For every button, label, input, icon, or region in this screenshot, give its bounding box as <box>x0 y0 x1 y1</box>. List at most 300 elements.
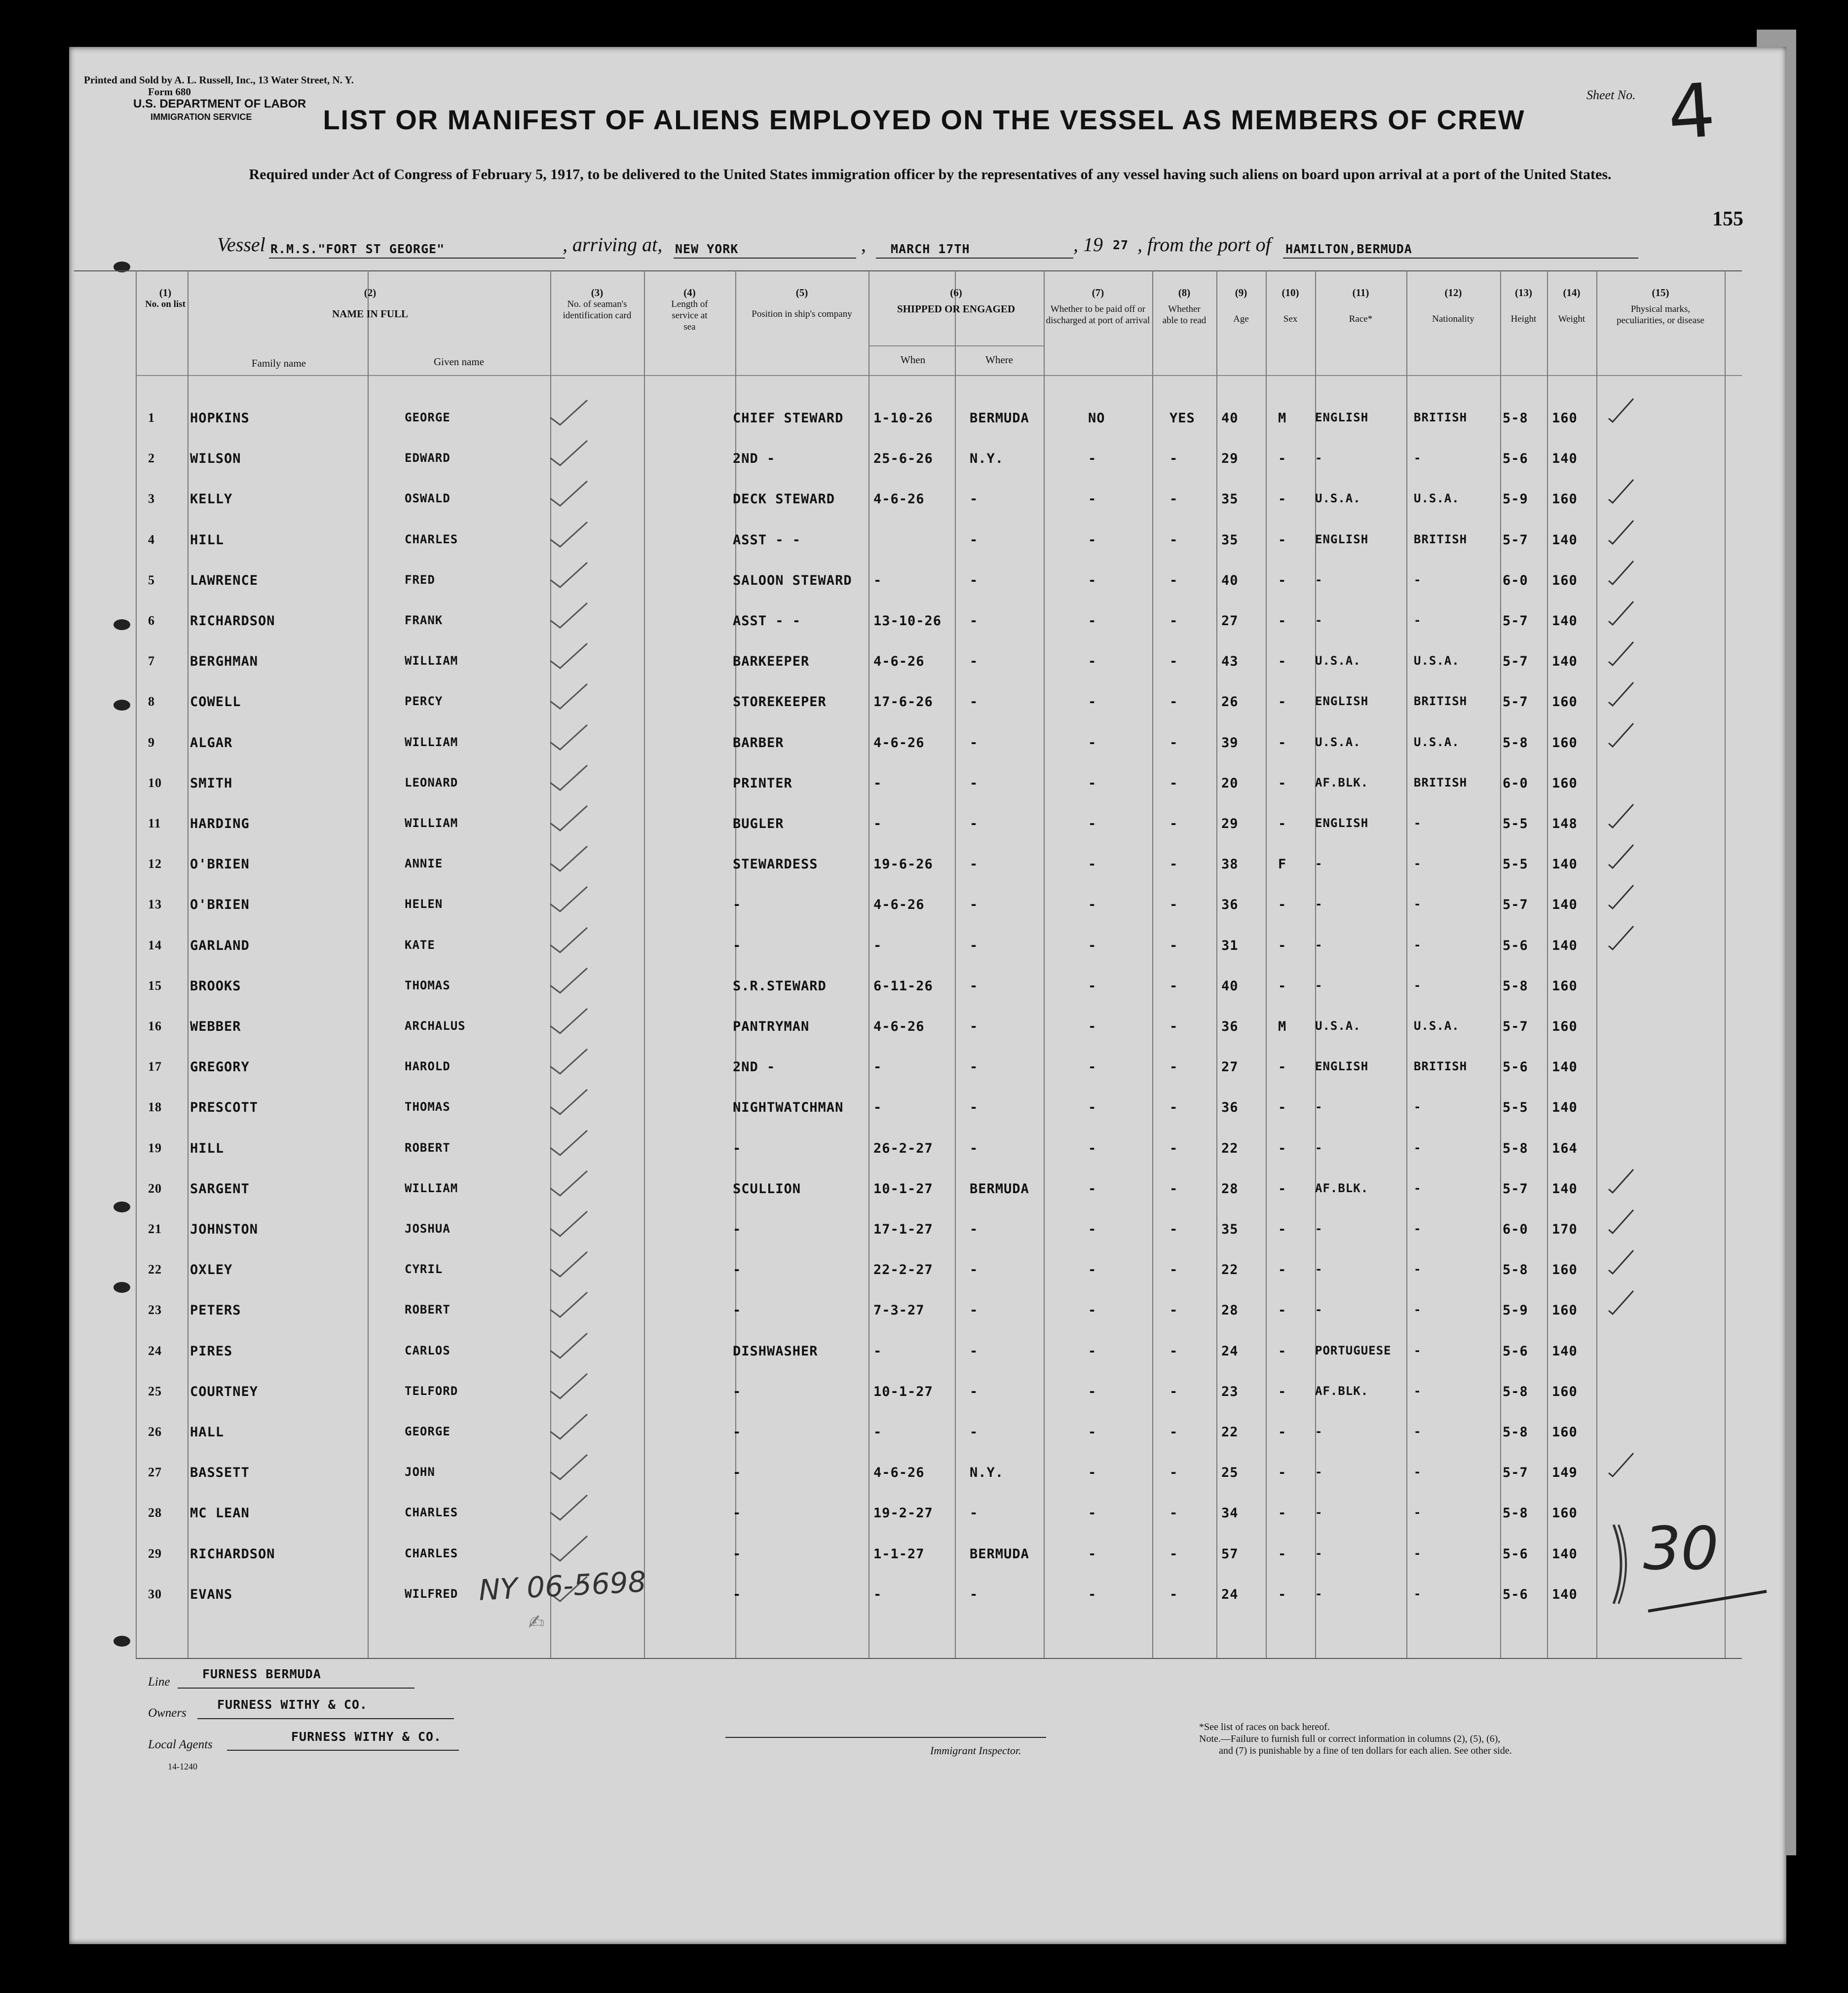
weight-cell: 160 <box>1552 978 1578 994</box>
paid-off-cell: - <box>1088 1181 1097 1197</box>
form-number: Form 680 <box>148 86 191 98</box>
given-name-cell: THOMAS <box>405 1100 451 1114</box>
sex-cell: - <box>1278 735 1287 751</box>
age-cell: 35 <box>1221 491 1239 507</box>
position-cell: - <box>733 1384 742 1399</box>
weight-cell: 170 <box>1552 1222 1578 1237</box>
height-cell: 5-8 <box>1503 1505 1528 1521</box>
shipped-where-cell: - <box>970 1262 979 1278</box>
shipped-where-cell: - <box>970 1344 979 1359</box>
sex-cell: - <box>1278 1222 1287 1237</box>
position-cell: BARBER <box>733 735 784 751</box>
column-rule <box>368 270 369 1658</box>
age-cell: 27 <box>1221 613 1239 629</box>
checkmark-icon <box>548 1452 592 1482</box>
weight-cell: 160 <box>1552 1425 1578 1440</box>
tick-mark-icon <box>1604 883 1648 912</box>
able-to-read-cell: YES <box>1169 411 1195 426</box>
row-number-cell: 29 <box>148 1546 162 1561</box>
given-name-cell: CARLOS <box>405 1344 451 1357</box>
shipped-when-cell: 4-6-26 <box>873 491 925 507</box>
shipped-when-cell: 1-1-27 <box>873 1546 925 1562</box>
from-label: , from the port of <box>1137 233 1271 256</box>
given-name-cell: CYRIL <box>405 1262 443 1276</box>
race-cell: - <box>1315 897 1323 911</box>
shipped-when-cell: - <box>873 776 882 791</box>
col2-header: (2) NAME IN FULL <box>332 287 408 320</box>
given-name-cell: THOMAS <box>405 978 451 992</box>
col10-header: (10) Sex <box>1282 287 1299 324</box>
col3-header: (3) No. of seaman's identification card <box>563 287 632 321</box>
tick-mark-icon <box>1604 1288 1648 1318</box>
position-cell: S.R.STEWARD <box>733 978 827 994</box>
shipped-when-cell: - <box>873 573 882 588</box>
paid-off-cell: - <box>1088 491 1097 507</box>
race-cell: - <box>1315 1303 1323 1316</box>
column-rule <box>136 270 137 1658</box>
age-cell: 40 <box>1221 978 1239 994</box>
checkmark-icon <box>548 560 592 590</box>
nationality-cell: U.S.A. <box>1414 1019 1460 1033</box>
nationality-cell: - <box>1414 1465 1422 1479</box>
column-rule <box>1596 270 1597 1658</box>
nationality-cell: - <box>1414 938 1422 952</box>
able-to-read-cell: - <box>1169 613 1178 629</box>
weight-cell: 160 <box>1552 1505 1578 1521</box>
checkmark-icon <box>548 1209 592 1239</box>
age-cell: 35 <box>1221 532 1239 548</box>
sheet-number: 4 <box>1665 67 1718 157</box>
sex-cell: - <box>1278 1587 1287 1602</box>
shipped-when-cell: - <box>873 1587 882 1602</box>
height-cell: 5-6 <box>1503 1059 1528 1075</box>
position-cell: ASST - - <box>733 532 801 548</box>
weight-cell: 148 <box>1552 816 1578 831</box>
position-cell: - <box>733 1262 742 1278</box>
given-name-cell: WILLIAM <box>405 654 458 668</box>
given-name-cell: CHARLES <box>405 1546 458 1560</box>
checkmark-icon <box>548 1290 592 1319</box>
tick-mark-icon <box>1604 842 1648 872</box>
position-cell: STEWARDESS <box>733 857 818 872</box>
shipped-where-cell: - <box>970 1505 979 1521</box>
family-name-header: Family name <box>251 357 306 369</box>
tick-mark-icon <box>1604 680 1648 710</box>
height-cell: 6-0 <box>1503 1222 1528 1237</box>
date-underline <box>876 258 1073 259</box>
checkmark-icon <box>548 398 592 427</box>
shipped-where-cell: - <box>970 1222 979 1237</box>
shipped-when-cell: - <box>873 1425 882 1440</box>
able-to-read-cell: - <box>1169 1384 1178 1399</box>
shipped-where-cell: - <box>970 1425 979 1440</box>
footnote-fine: and (7) is punishable by a fine of ten dollars for each alien. See other side. <box>1219 1745 1512 1756</box>
shipped-where-cell: - <box>970 1019 979 1034</box>
sex-cell: - <box>1278 491 1287 507</box>
age-cell: 29 <box>1221 816 1239 831</box>
shipped-where-cell: - <box>970 857 979 872</box>
position-cell: BUGLER <box>733 816 784 831</box>
family-name-cell: PETERS <box>190 1303 241 1318</box>
family-name-cell: ALGAR <box>190 735 233 751</box>
paid-off-cell: - <box>1088 938 1097 953</box>
row-number-cell: 9 <box>148 735 155 750</box>
race-cell: - <box>1315 1222 1323 1236</box>
nationality-cell: - <box>1414 1222 1422 1236</box>
height-cell: 5-6 <box>1503 938 1528 953</box>
nationality-cell: - <box>1414 1546 1422 1560</box>
nationality-cell: BRITISH <box>1414 1059 1468 1073</box>
checkmark-icon <box>548 1371 592 1401</box>
weight-cell: 140 <box>1552 1344 1578 1359</box>
position-cell: - <box>733 1465 742 1480</box>
family-name-cell: WEBBER <box>190 1019 241 1034</box>
paid-off-cell: - <box>1088 613 1097 629</box>
height-cell: 5-7 <box>1503 654 1528 669</box>
able-to-read-cell: - <box>1169 532 1178 548</box>
able-to-read-cell: - <box>1169 1303 1178 1318</box>
given-name-cell: CHARLES <box>405 532 458 546</box>
age-cell: 22 <box>1221 1262 1239 1278</box>
able-to-read-cell: - <box>1169 735 1178 751</box>
column-rule <box>1315 270 1316 1658</box>
able-to-read-cell: - <box>1169 451 1178 466</box>
row-number-cell: 14 <box>148 938 162 952</box>
sex-cell: - <box>1278 1141 1287 1156</box>
footnote-warning: Note.—Failure to furnish full or correct information in columns (2), (5), (6), <box>1199 1733 1501 1744</box>
race-cell: ENGLISH <box>1315 532 1369 546</box>
row-number-cell: 1 <box>148 411 155 425</box>
shipped-where-cell: BERMUDA <box>970 411 1029 426</box>
paid-off-cell: - <box>1088 857 1097 872</box>
subtitle: Required under Act of Congress of February 5, 1917, to be delivered to the United States immigration officer by the representatives of any vessel having such aliens on board upon arrival at a port of the United States. <box>249 166 1612 183</box>
checkmark-icon <box>548 1047 592 1076</box>
nationality-cell: - <box>1414 1425 1422 1438</box>
able-to-read-cell: - <box>1169 1262 1178 1278</box>
race-cell: - <box>1315 1465 1323 1479</box>
weight-cell: 160 <box>1552 735 1578 751</box>
tick-mark-icon <box>1604 518 1648 548</box>
position-cell: - <box>733 897 742 912</box>
weight-cell: 140 <box>1552 1587 1578 1602</box>
tick-mark-icon <box>1604 639 1648 669</box>
height-cell: 5-6 <box>1503 1546 1528 1562</box>
race-cell: ENGLISH <box>1315 694 1369 708</box>
owners-value: FURNESS WITHY & CO. <box>217 1697 368 1712</box>
nationality-cell: - <box>1414 978 1422 992</box>
race-cell: - <box>1315 613 1323 627</box>
col13-header: (13) Height <box>1510 287 1537 324</box>
age-cell: 22 <box>1221 1141 1239 1156</box>
family-name-cell: PIRES <box>190 1344 233 1359</box>
shipped-when-cell: 26-2-27 <box>873 1141 933 1156</box>
page-title: LIST OR MANIFEST OF ALIENS EMPLOYED ON THE VESSEL AS MEMBERS OF CREW <box>323 104 1525 135</box>
age-cell: 57 <box>1221 1546 1239 1562</box>
nationality-cell: - <box>1414 573 1422 587</box>
height-cell: 5-7 <box>1503 1465 1528 1480</box>
weight-cell: 160 <box>1552 411 1578 426</box>
given-name-cell: CHARLES <box>405 1505 458 1519</box>
shipped-when-cell: 13-10-26 <box>873 613 942 629</box>
col6-header: (6) SHIPPED OR ENGAGED <box>897 287 1016 315</box>
given-name-cell: ANNIE <box>405 857 443 870</box>
sex-cell: M <box>1278 1019 1287 1034</box>
sex-cell: - <box>1278 978 1287 994</box>
year-label: , 19 <box>1073 233 1103 256</box>
sex-cell: - <box>1278 938 1287 953</box>
family-name-cell: RICHARDSON <box>190 1546 275 1562</box>
sex-cell: - <box>1278 654 1287 669</box>
checkmark-icon <box>548 1168 592 1198</box>
column-rule <box>955 270 956 1658</box>
shipped-where-cell: - <box>970 776 979 791</box>
row-number-cell: 13 <box>148 897 162 911</box>
height-cell: 5-8 <box>1503 978 1528 994</box>
line-value: FURNESS BERMUDA <box>202 1667 321 1681</box>
line-underline <box>178 1688 415 1689</box>
col12-header: (12) Nationality <box>1432 287 1474 324</box>
shipped-where-cell: N.Y. <box>970 451 1004 466</box>
given-name-cell: JOHN <box>405 1465 435 1479</box>
race-cell: AF.BLK. <box>1315 1384 1369 1398</box>
age-cell: 31 <box>1221 938 1239 953</box>
position-cell: - <box>733 1425 742 1440</box>
position-cell: - <box>733 1222 742 1237</box>
age-cell: 34 <box>1221 1505 1239 1521</box>
shipped-where-cell: - <box>970 897 979 912</box>
sex-cell: - <box>1278 532 1287 548</box>
column-rule <box>1266 270 1267 1658</box>
nationality-cell: BRITISH <box>1414 694 1468 708</box>
checkmark-icon <box>548 925 592 955</box>
nationality-cell: - <box>1414 1262 1422 1276</box>
age-cell: 24 <box>1221 1344 1239 1359</box>
faint-signature: ✍ <box>528 1611 545 1634</box>
race-cell: U.S.A. <box>1315 654 1361 668</box>
able-to-read-cell: - <box>1169 654 1178 669</box>
weight-cell: 140 <box>1552 532 1578 548</box>
shipped-where-cell: - <box>970 1059 979 1075</box>
from-port: HAMILTON,BERMUDA <box>1285 242 1412 256</box>
age-cell: 23 <box>1221 1384 1239 1399</box>
able-to-read-cell: - <box>1169 1587 1178 1602</box>
tick-mark-icon <box>1604 396 1648 426</box>
shipped-when-cell: 4-6-26 <box>873 735 925 751</box>
row-number-cell: 16 <box>148 1019 162 1033</box>
punch-hole <box>113 700 130 711</box>
family-name-cell: SMITH <box>190 776 233 791</box>
given-name-cell: ROBERT <box>405 1141 451 1155</box>
footnote-races: *See list of races on back hereof. <box>1199 1722 1330 1732</box>
arriving-label: , arriving at, <box>563 233 663 256</box>
column-rule <box>1725 270 1726 1658</box>
given-name-cell: ROBERT <box>405 1303 451 1316</box>
manifest-sheet <box>69 47 1786 1944</box>
row-number-cell: 5 <box>148 573 155 587</box>
shipped-when-cell: 22-2-27 <box>873 1262 933 1278</box>
race-cell: U.S.A. <box>1315 491 1361 505</box>
shipped-when-cell: - <box>873 938 882 953</box>
tick-mark-icon <box>1604 1451 1648 1480</box>
weight-cell: 160 <box>1552 1262 1578 1278</box>
position-cell: SALOON STEWARD <box>733 573 852 588</box>
shipped-when-cell: - <box>873 816 882 831</box>
height-cell: 5-8 <box>1503 1262 1528 1278</box>
shipped-when-cell: 4-6-26 <box>873 1019 925 1034</box>
able-to-read-cell: - <box>1169 1344 1178 1359</box>
race-cell: - <box>1315 857 1323 870</box>
checkmark-icon <box>548 1331 592 1360</box>
sex-cell: - <box>1278 1059 1287 1075</box>
shipped-where-cell: - <box>970 1141 979 1156</box>
shipped-when-cell: 4-6-26 <box>873 1465 925 1480</box>
page-number: 155 <box>1712 208 1743 230</box>
row-number-cell: 3 <box>148 491 155 506</box>
tick-mark-icon <box>1604 599 1648 629</box>
paid-off-cell: - <box>1088 1100 1097 1115</box>
nationality-cell: U.S.A. <box>1414 654 1460 668</box>
sheet-label: Sheet No. <box>1586 88 1636 102</box>
able-to-read-cell: - <box>1169 938 1178 953</box>
sex-cell: - <box>1278 1425 1287 1440</box>
agents-underline <box>227 1750 459 1751</box>
shipped-where-cell: - <box>970 938 979 953</box>
sex-cell: - <box>1278 1465 1287 1480</box>
paid-off-cell: - <box>1088 1425 1097 1440</box>
paid-off-cell: - <box>1088 451 1097 466</box>
family-name-cell: BASSETT <box>190 1465 250 1480</box>
paid-off-cell: - <box>1088 532 1097 548</box>
shipped-when-cell: 7-3-27 <box>873 1303 925 1318</box>
row-number-cell: 19 <box>148 1141 162 1155</box>
age-cell: 43 <box>1221 654 1239 669</box>
age-cell: 38 <box>1221 857 1239 872</box>
height-cell: 5-5 <box>1503 857 1528 872</box>
shipped-when-cell: 6-11-26 <box>873 978 933 994</box>
paid-off-cell: - <box>1088 978 1097 994</box>
tick-mark-icon <box>1604 802 1648 831</box>
col1-header: (1) No. on list <box>145 287 186 309</box>
sex-cell: - <box>1278 1344 1287 1359</box>
able-to-read-cell: - <box>1169 1141 1178 1156</box>
shipped-where-cell: - <box>970 491 979 507</box>
row-number-cell: 12 <box>148 857 162 871</box>
col15-header: (15) Physical marks, peculiarities, or disease <box>1617 287 1704 326</box>
race-cell: - <box>1315 978 1323 992</box>
col7-header: (7) Whether to be paid off or discharged at port of arrival <box>1046 287 1150 326</box>
able-to-read-cell: - <box>1169 1505 1178 1521</box>
when-header: When <box>900 354 926 366</box>
row-number-cell: 10 <box>148 776 162 790</box>
height-cell: 5-7 <box>1503 1019 1528 1034</box>
family-name-cell: SARGENT <box>190 1181 250 1197</box>
shipped-subheader-rule <box>868 345 1044 346</box>
position-cell: DISHWASHER <box>733 1344 818 1359</box>
sex-cell: - <box>1278 694 1287 710</box>
shipped-where-cell: - <box>970 1100 979 1115</box>
nationality-cell: - <box>1414 613 1422 627</box>
position-cell: SCULLION <box>733 1181 801 1197</box>
race-cell: - <box>1315 1587 1323 1601</box>
shipped-where-cell: - <box>970 1384 979 1399</box>
able-to-read-cell: - <box>1169 1425 1178 1440</box>
row-number-cell: 11 <box>148 816 161 830</box>
able-to-read-cell: - <box>1169 1100 1178 1115</box>
given-name-cell: PERCY <box>405 694 443 708</box>
row-number-cell: 22 <box>148 1262 162 1277</box>
paid-off-cell: - <box>1088 1384 1097 1399</box>
col8-header: (8) Whether able to read <box>1162 287 1207 326</box>
paid-off-cell: - <box>1088 654 1097 669</box>
row-number-cell: 20 <box>148 1181 162 1196</box>
able-to-read-cell: - <box>1169 978 1178 994</box>
total-bracket-mark <box>1599 1505 1776 1623</box>
nationality-cell: BRITISH <box>1414 532 1468 546</box>
checkmark-icon <box>548 966 592 995</box>
race-cell: ENGLISH <box>1315 1059 1369 1073</box>
nationality-cell: U.S.A. <box>1414 735 1460 749</box>
from-underline <box>1283 258 1638 259</box>
paid-off-cell: - <box>1088 1344 1097 1359</box>
nationality-cell: - <box>1414 1181 1422 1195</box>
height-cell: 5-9 <box>1503 491 1528 507</box>
weight-cell: 140 <box>1552 1546 1578 1562</box>
height-cell: 5-9 <box>1503 1303 1528 1318</box>
family-name-cell: KELLY <box>190 491 233 507</box>
height-cell: 5-7 <box>1503 694 1528 710</box>
weight-cell: 160 <box>1552 776 1578 791</box>
height-cell: 5-8 <box>1503 735 1528 751</box>
column-rule <box>1044 270 1045 1658</box>
age-cell: 24 <box>1221 1587 1239 1602</box>
race-cell: - <box>1315 451 1323 465</box>
paid-off-cell: - <box>1088 1505 1097 1521</box>
race-cell: ENGLISH <box>1315 411 1369 424</box>
age-cell: 35 <box>1221 1222 1239 1237</box>
row-number-cell: 2 <box>148 451 155 465</box>
tick-mark-icon <box>1604 559 1648 588</box>
able-to-read-cell: - <box>1169 776 1178 791</box>
checkmark-icon <box>548 844 592 873</box>
race-cell: - <box>1315 1262 1323 1276</box>
checkmark-icon <box>548 1006 592 1036</box>
shipped-when-cell: 17-6-26 <box>873 694 933 710</box>
race-cell: - <box>1315 1505 1323 1519</box>
nationality-cell: - <box>1414 1303 1422 1316</box>
weight-cell: 140 <box>1552 897 1578 912</box>
shipped-where-cell: - <box>970 978 979 994</box>
agents-value: FURNESS WITHY & CO. <box>291 1730 442 1744</box>
sex-cell: - <box>1278 1262 1287 1278</box>
shipped-when-cell: 17-1-27 <box>873 1222 933 1237</box>
row-number-cell: 17 <box>148 1059 162 1074</box>
able-to-read-cell: - <box>1169 1019 1178 1034</box>
paid-off-cell: - <box>1088 1019 1097 1034</box>
punch-hole <box>113 1636 130 1647</box>
given-name-cell: JOSHUA <box>405 1222 451 1236</box>
family-name-cell: O'BRIEN <box>190 857 250 872</box>
row-number-cell: 30 <box>148 1587 162 1601</box>
punch-hole <box>113 619 130 630</box>
row-number-cell: 23 <box>148 1303 162 1317</box>
position-cell: 2ND - <box>733 1059 776 1075</box>
tick-mark-icon <box>1604 1207 1648 1237</box>
given-name-cell: GEORGE <box>405 411 451 424</box>
row-number-cell: 18 <box>148 1100 162 1114</box>
checkmark-icon <box>548 438 592 468</box>
shipped-where-cell: - <box>970 613 979 629</box>
age-cell: 40 <box>1221 411 1239 426</box>
